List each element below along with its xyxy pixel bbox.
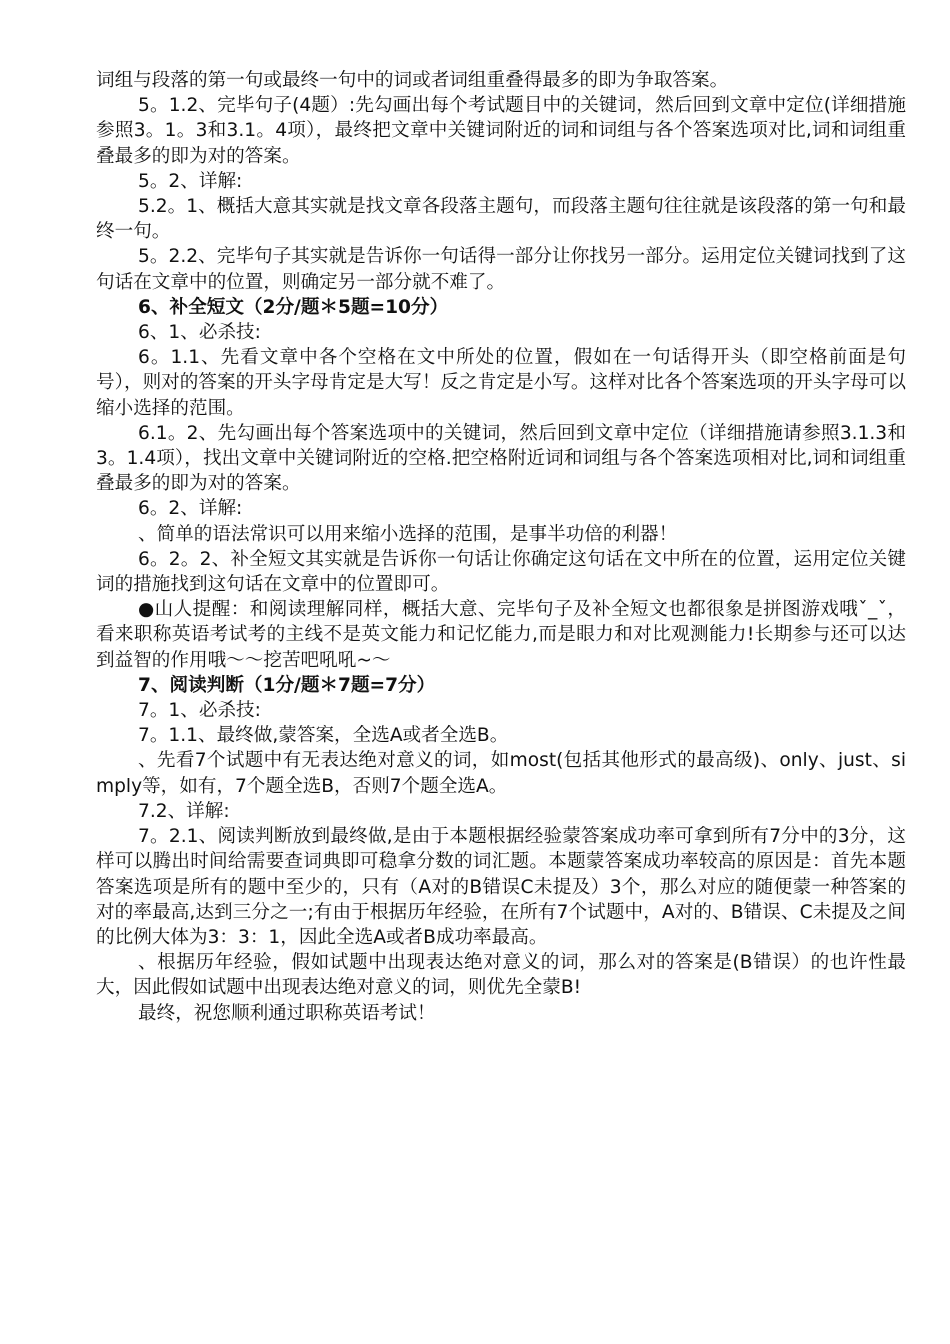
paragraph-7-1-1: 7。1.1、最终做,蒙答案，全选A或者全选B。 [138,725,509,747]
heading-5-2: 5。2、详解: [138,170,243,192]
paragraph-6-2-1: 、简单的语法常识可以用来缩小选择的范围，是事半功倍的利器！ [138,523,678,545]
heading-6-2: 6。2、详解: [138,498,243,520]
paragraph-7-1-2: 、先看7个试题中有无表达绝对意义的词，如most(包括其他形式的最高级)、only、just、simply等，如有，7个题全选B，否则7个题全选A。 [96,750,906,797]
heading-6-1: 6、1、必杀技: [138,322,261,344]
section-heading-7: 7、阅读判断（1分/题＊7题=7分） [138,674,436,696]
paragraph-7-2-1: 7。2.1、阅读判断放到最终做,是由于本题根据经验蒙答案成功率可拿到所有7分中的3分，这样可以腾出时间给需要查词典即可稳拿分数的词汇题。本题蒙答案成功率较高的原因是：首先本题答案选项是所有的题中至少的，只有（A对的B错误C未提及）3个，那么对应的随便蒙一种答案的对的率最高,达到三分之一;有由于根据历年经验，在所有7个试题中，A对的、B错误、C未提及之间的比例大体为3：3：1，因此全选A或者B成功率最高。 [96,826,906,948]
closing-paragraph: 最终，祝您顺利通过职称英语考试！ [138,1002,436,1024]
document-page [96,68,906,1026]
paragraph-5-1-2: 5。1.2、完毕句子(4题）:先勾画出每个考试题目中的关键词，然后回到文章中定位(详细措施参照3。1。3和3.1。4项），最终把文章中关键词附近的词和词组与各个答案选项对比,词和词组重叠最多的即为对的答案。 [96,95,906,167]
reminder-paragraph: ●山人提醒：和阅读理解同样，概括大意、完毕句子及补全短文也都很象是拼图游戏哦ˇ_ˇ，看来职称英语考试考的主线不是英文能力和记忆能力,而是眼力和对比观测能力!长期参与还可以达到益智的作用哦～～挖苦吧吼吼~～ [96,599,906,671]
paragraph-5-2-1: 5.2。1、概括大意其实就是找文章各段落主题句，而段落主题句往往就是该段落的第一句和最终一句。 [96,196,906,243]
heading-7-1: 7。1、必杀技: [138,700,261,722]
paragraph-6-1-1: 6。1.1、先看文章中各个空格在文中所处的位置，假如在一句话得开头（即空格前面是句号），则对的答案的开头字母肯定是大写！反之肯定是小写。这样对比各个答案选项的开头字母可以缩小选择的范围。 [96,347,906,419]
section-heading-6: 6、补全短文（2分/题＊5题=10分） [138,296,449,318]
paragraph-continuation: 词组与段落的第一句或最终一句中的词或者词组重叠得最多的即为争取答案。 [96,70,729,91]
paragraph-6-2-2: 6。2。2、补全短文其实就是告诉你一句话让你确定这句话在文中所在的位置，运用定位关键词的措施找到这句话在文章中的位置即可。 [96,548,906,596]
heading-7-2: 7.2、详解: [138,800,230,822]
paragraph-7-2-2: 、根据历年经验，假如试题中出现表达绝对意义的词，那么对的答案是(B错误）的也许性最大，因此假如试题中出现表达绝对意义的词，则优先全蒙B! [96,952,906,999]
paragraph-5-2-2: 5。2.2、完毕句子其实就是告诉你一句话得一部分让你找另一部分。运用定位关键词找到了这句话在文章中的位置，则确定另一部分就不难了。 [96,246,906,293]
paragraph-6-1-2: 6.1。2、先勾画出每个答案选项中的关键词，然后回到文章中定位（详细措施请参照3.1.3和3。1.4项），找出文章中关键词附近的空格.把空格附近词和词组与各个答案选项相对比,词和词组重叠最多的即为对的答案。 [96,422,906,495]
